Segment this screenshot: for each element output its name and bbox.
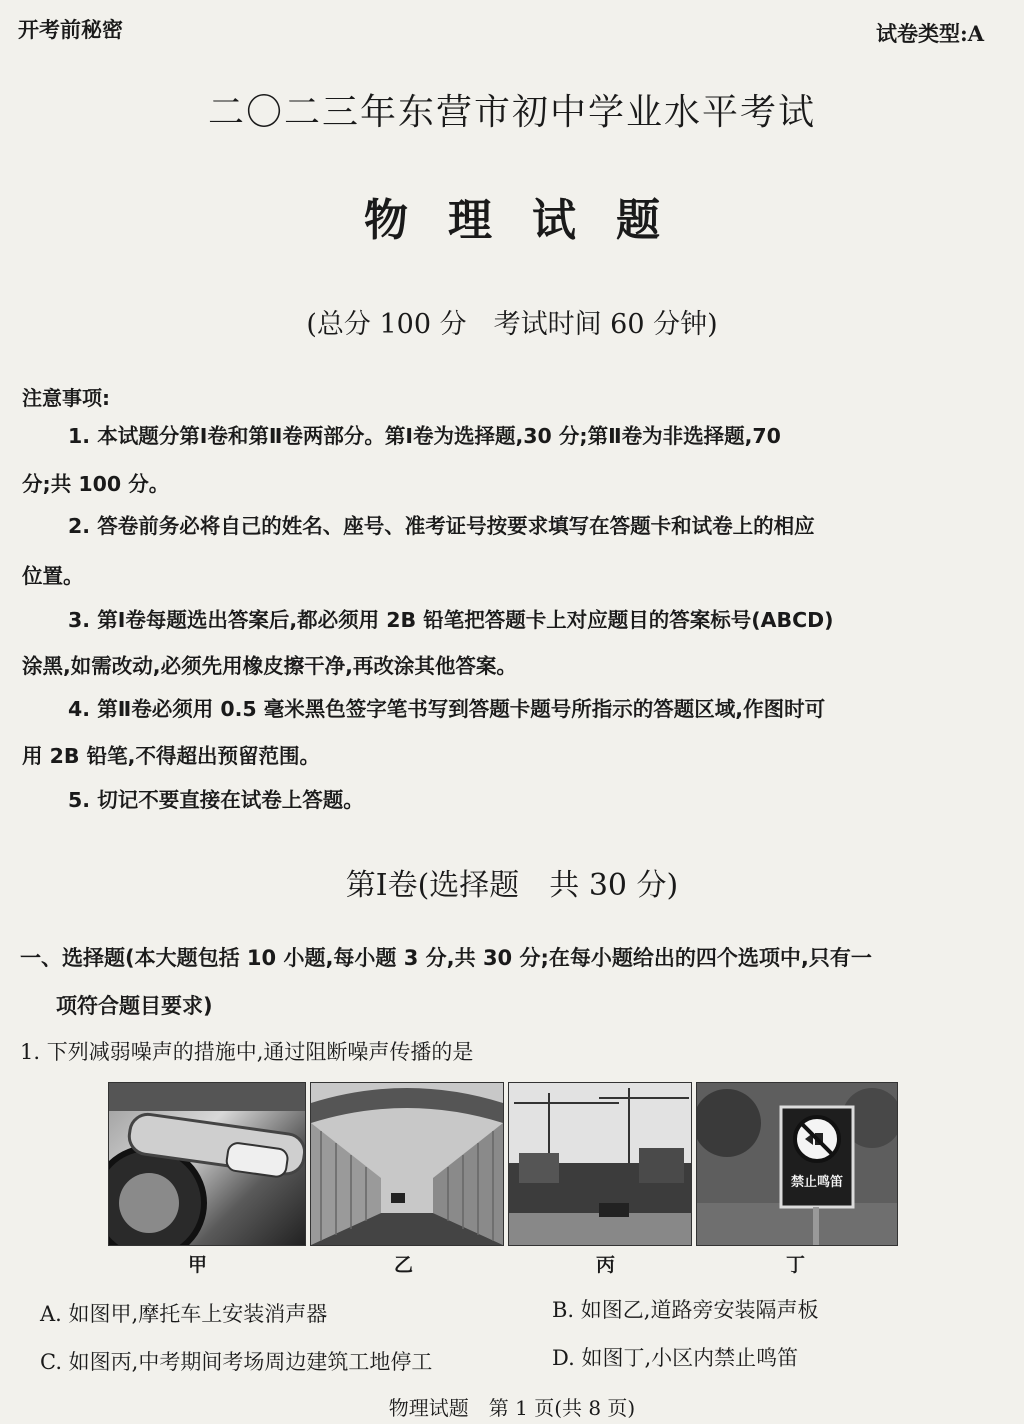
notes-heading: 注意事项: <box>22 386 110 410</box>
exam-title: 二〇二三年东营市初中学业水平考试 <box>207 92 816 133</box>
no-honking-sign-photo <box>696 1082 898 1246</box>
figure-caption: 乙 <box>394 1254 414 1276</box>
construction-site-photo <box>508 1082 692 1246</box>
paper-type-label: 试卷类型:A <box>875 21 984 46</box>
option-d: D. 如图丁,小区内禁止鸣笛 <box>552 1346 799 1370</box>
sound-barrier-road-photo <box>310 1082 504 1246</box>
figure-caption: 甲 <box>188 1254 208 1276</box>
note-line: 4. 第Ⅱ卷必须用 0.5 毫米黑色签字笔书写到答题卡题号所指示的答题区域,作图时可 <box>68 697 826 721</box>
confidential-label: 开考前秘密 <box>18 17 123 42</box>
figure-caption: 丁 <box>786 1254 806 1276</box>
note-line: 2. 答卷前务必将自己的姓名、座号、准考证号按要求填写在答题卡和试卷上的相应 <box>68 514 815 538</box>
motorcycle-muffler-photo <box>108 1082 306 1246</box>
option-a: A. 如图甲,摩托车上安装消声器 <box>40 1302 328 1326</box>
note-line: 涂黑,如需改动,必须先用橡皮擦干净,再改涂其他答案。 <box>22 654 517 678</box>
question-1-stem: 1. 下列减弱噪声的措施中,通过阻断噪声传播的是 <box>20 1040 474 1064</box>
no-honking-sign-text: 禁止鸣笛 <box>790 1175 843 1190</box>
subject-title: 物理试题 <box>364 195 700 246</box>
note-line: 分;共 100 分。 <box>22 472 170 496</box>
figure-caption: 丙 <box>596 1254 616 1276</box>
page-footer: 物理试题 第 1 页(共 8 页) <box>388 1396 636 1420</box>
mc-instructions: 一、选择题(本大题包括 10 小题,每小题 3 分,共 30 分;在每小题给出的四个选项中,只有一 <box>20 946 872 970</box>
note-line: 位置。 <box>22 564 84 588</box>
note-line: 3. 第Ⅰ卷每题选出答案后,都必须用 2B 铅笔把答题卡上对应题目的答案标号(ABCD) <box>68 608 834 632</box>
note-line: 用 2B 铅笔,不得超出预留范围。 <box>22 744 320 768</box>
mc-instructions: 项符合题目要求) <box>56 994 213 1018</box>
option-b: B. 如图乙,道路旁安装隔声板 <box>552 1298 819 1322</box>
score-info: (总分 100 分 考试时间 60 分钟) <box>306 309 718 340</box>
option-c: C. 如图丙,中考期间考场周边建筑工地停工 <box>40 1350 433 1374</box>
note-line: 1. 本试题分第Ⅰ卷和第Ⅱ卷两部分。第Ⅰ卷为选择题,30 分;第Ⅱ卷为非选择题,70 <box>68 424 781 448</box>
section-title: 第Ⅰ卷(选择题 共 30 分) <box>345 868 679 903</box>
note-line: 5. 切记不要直接在试卷上答题。 <box>68 788 364 812</box>
